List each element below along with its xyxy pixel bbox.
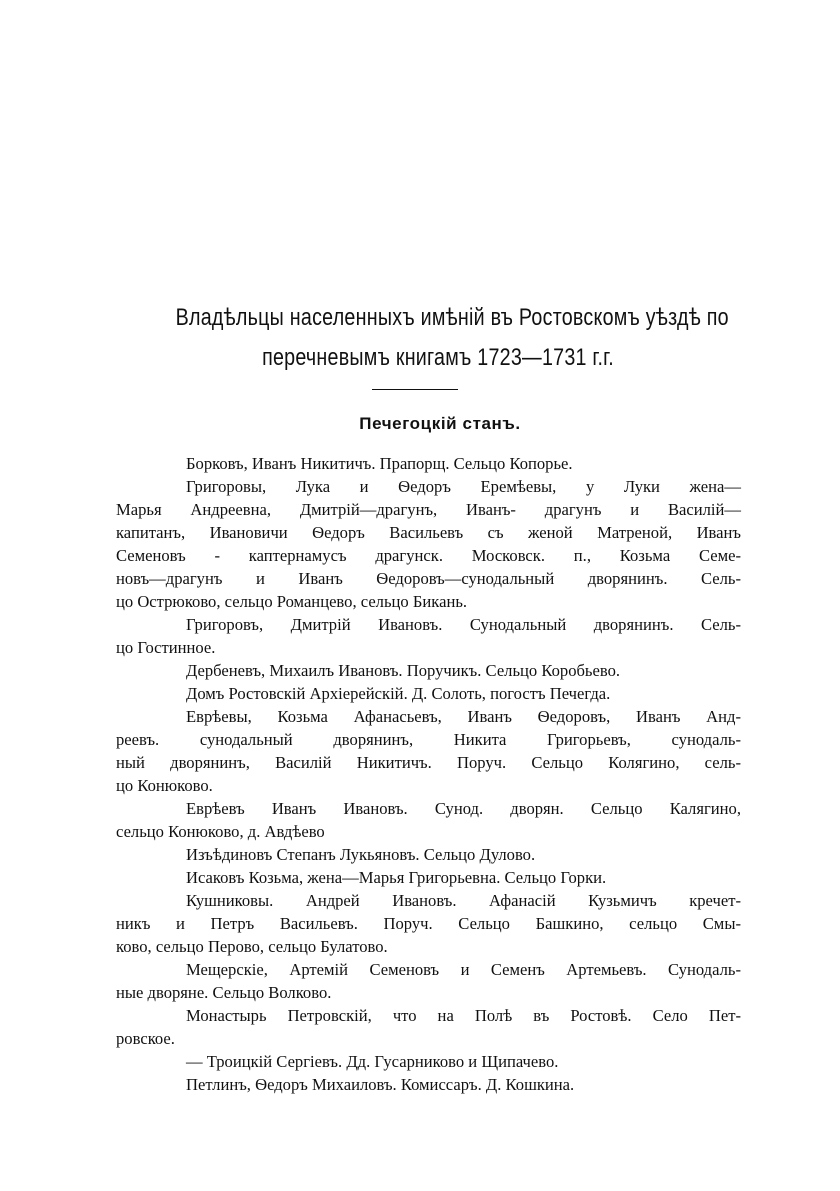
entry-line: ровское.: [116, 1029, 175, 1048]
entry-paragraph: [116, 705, 741, 797]
entry-line: Исаковъ Козьма, жена—Марья Григорьевна. Сельцо Горки.: [186, 868, 607, 887]
entry-line: ково, сельцо Перово, сельцо Булатово.: [116, 937, 388, 956]
entry-paragraph: [116, 659, 741, 682]
entry-line: Еврѣевы, Козьма Афанасьевъ, Иванъ Ѳедоровъ, Иванъ Анд-: [186, 707, 741, 726]
entry-paragraph: [116, 475, 741, 613]
entry-paragraph: [116, 613, 741, 659]
entry-line: Григоровъ, Дмитрій Ивановъ. Сунодальный дворянинъ. Сель-: [186, 615, 741, 634]
entry-line: сельцо Конюково, д. Авдѣево: [116, 822, 325, 841]
entry-line: Григоровы, Лука и Ѳедоръ Еремѣевы, у Луки жена—: [186, 477, 741, 496]
entry-line: никъ и Петръ Васильевъ. Поруч. Сельцо Башкино, сельцо Смы-: [116, 914, 741, 933]
entry-line: Кушниковы. Андрей Ивановъ. Афанасій Кузьмичъ кречет-: [186, 891, 741, 910]
entry-line: Изъѣдиновъ Степанъ Лукьяновъ. Сельцо Дулово.: [186, 845, 536, 864]
entry-line: новъ—драгунъ и Иванъ Ѳедоровъ—сунодальный дворянинъ. Сель-: [116, 569, 741, 588]
entry-paragraph: [116, 452, 741, 475]
section-heading: Печегоцкій станъ.: [359, 414, 521, 433]
entry-line: Еврѣевъ Иванъ Ивановъ. Сунод. дворян. Сельцо Калягино,: [186, 799, 741, 818]
entry-line: Мещерскіе, Артемій Семеновъ и Семенъ Артемьевъ. Сунодаль-: [186, 960, 741, 979]
entry-line: цо Конюково.: [116, 776, 213, 795]
entry-line: Монастырь Петровскій, что на Полѣ въ Ростовѣ. Село Пет-: [186, 1006, 741, 1025]
entry-line: цо Острюково, сельцо Романцево, сельцо Бикань.: [116, 592, 468, 611]
title-divider: [372, 389, 458, 390]
entry-line: реевъ. сунодальный дворянинъ, Никита Григорьевъ, сунодаль-: [116, 730, 741, 749]
entry-line: Петлинъ, Ѳедоръ Михаиловъ. Комиссаръ. Д. Кошкина.: [186, 1075, 575, 1094]
entry-paragraph: [116, 889, 741, 958]
entry-line: цо Гостинное.: [116, 638, 216, 657]
entry-paragraph: [116, 843, 741, 866]
entry-paragraph: [116, 682, 741, 705]
entry-line: Домъ Ростовскій Архіерейскій. Д. Солоть, погостъ Печегда.: [186, 684, 611, 703]
entry-line: ный дворянинъ, Василій Никитичъ. Поруч. Сельцо Колягино, сель-: [116, 753, 741, 772]
title-line-2: перечневымъ книгамъ 1723—1731 г.г.: [262, 344, 614, 371]
entry-line: Дербеневъ, Михаилъ Ивановъ. Поручикъ. Сельцо Коробьево.: [186, 661, 621, 680]
entry-paragraph: [116, 1073, 741, 1096]
entry-line: — Троицкій Сергіевъ. Дд. Гусарниково и Щипачево.: [186, 1052, 559, 1071]
entry-paragraph: [116, 866, 741, 889]
entry-paragraph: [116, 1004, 741, 1050]
document-title: [175, 298, 729, 378]
entry-paragraph: [116, 1050, 741, 1073]
entry-paragraph: [116, 958, 741, 1004]
document-body: [116, 452, 741, 1096]
title-line-1: Владѣльцы населенныхъ имѣній въ Ростовскомъ уѣздѣ по: [175, 304, 729, 331]
entry-paragraph: [116, 797, 741, 843]
entry-line: Марья Андреевна, Дмитрій—драгунъ, Иванъ- драгунъ и Василій—: [116, 500, 741, 519]
entry-line: Борковъ, Иванъ Никитичъ. Прапорщ. Сельцо Копорье.: [186, 454, 573, 473]
entry-line: ные дворяне. Сельцо Волково.: [116, 983, 332, 1002]
entry-line: капитанъ, Ивановичи Ѳедоръ Васильевъ съ женой Матреной, Иванъ: [116, 523, 741, 542]
entry-line: Семеновъ - каптернамусъ драгунск. Московск. п., Козьма Семе-: [116, 546, 741, 565]
